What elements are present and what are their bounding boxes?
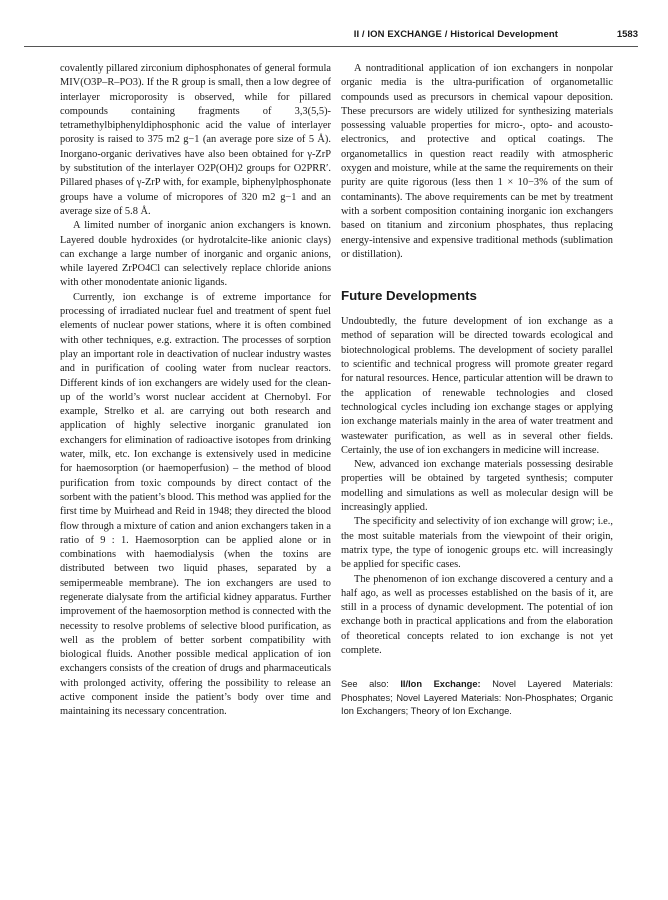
paragraph: New, advanced ion exchange materials possessing desirable properties will be obtained by targeted synthesis; computer modelling and simulations as well as molecular design will be increasingly applied. [341, 459, 613, 514]
paragraph: Undoubtedly, the future development of ion exchange as a method of separation will be directed towards ecological and biotechnological problems. The development of society parallel to scientific and technical progress will promote greater regard for natural resources. Hence, particular attention will be drawn to the application of renewable technologies and closed technological cycles including ion exchange stages or applying ion exchange materials mainly in the area of water treatment and wastewater purification, as well as in several other fields. Certainly, the use of ion exchangers in medicine will increase. [341, 316, 613, 456]
page-number: 1583 [616, 29, 638, 40]
paragraph: The phenomenon of ion exchange discovered a century and a half ago, as well as processes established on the basis of it, are still in a process of dynamic development. The potential of ion exchange both in practical applications and from the elaboration of theoretical concepts related to ion exchange is not yet complete. [341, 573, 613, 656]
paragraph: A limited number of inorganic anion exchangers is known. Layered double hydroxides (or hydrotalcite-like anionic clays) can exchange a large number of inorganic and organic anions, while layered ZrPO4Cl can selectively replace chloride anions with other monodentate anionic ligands. [60, 220, 331, 289]
paragraph: covalently pillared zirconium diphosphonates of general formula MIV(O3P–R–PO3). If the R group is small, then a low degree of interlayer microporosity is observed, while for pillared compounds containing fragments of 3,3(5,5)-tetramethylbiphenyldiphosphonic acid the value of interlayer porosity is raised to 375 m2 g−1 (an average pore size of 5 Å). Inorgano-organic derivatives have also been obtained for γ-ZrP by substitution of the interlayer O2P(OH)2 groups for O2PRR′. Pillared phases of γ-ZrP with, for example, biphenylphosphonate groups have a volume of micropores of 320 m2 g−1 and an average size of 5.8 Å. [60, 63, 331, 217]
see-also-prefix: See also: [341, 679, 389, 690]
see-also [341, 678, 613, 719]
section-heading: Future Developments [341, 288, 477, 304]
see-also-link[interactable]: II/Ion Exchange: [400, 679, 481, 690]
paragraph: Currently, ion exchange is of extreme importance for processing of irradiated nuclear fuel and treatment of spent fuel elements of nuclear power stations, where it is often combined with other techniques, e.g. extraction. The processes of sorption play an important role in deactivation of nuclear industry wastes and in purification of cooling water from nuclear reactors. Different kinds of ion exchangers are widely used for the clean-up of the world’s worst nuclear accident at Chernobyl. For example, Strelko et al. are carrying out both research and application of highly selective inorganic granulated ion exchangers for elimination of radioactive isotopes from drinking water, milk, etc. Ion exchange is extensively used in medicine for haemosorption (or haemoperfusion) – the method of blood purification from toxic compounds by direct contact of the sorbent with the patient’s blood. This method was applied for the first time by Muirhead and Reid in 1948; they directed the blood flow through a mixture of cation and anion exchangers taken in a ratio of 9 : 1. Haemosorption can be applied alone or in combinations with haemodialysis (when the toxins are distributed between two liquid phases, separated by a semipermeable membrane). The ion exchangers are used to regenerate dialysate from the artificial kidney apparatus. Further improvement of the haemosorption method is connected with the necessity to resolve problems of selective blood purification, as well as the problem of better sorbent compatibility with biological fluids. Another possible medical application of ion exchangers consists of the creation of drugs and pharmaceuticals with prolonged activity, offering the possibility to release an active component inside the patient’s body over time and maintaining its necessary concentration. [60, 291, 331, 718]
running-header [24, 28, 638, 48]
right-column [341, 62, 613, 719]
header-rule [24, 46, 638, 47]
paragraph: The specificity and selectivity of ion exchange will grow; i.e., the most suitable materials from the viewpoint of their origin, matrix type, the type of ionogenic groups etc. will increasingly be applied for specific cases. [341, 516, 613, 571]
section-title: II / ION EXCHANGE / Historical Development [353, 29, 558, 40]
see-also-refs[interactable]: Novel Layered Materials: Phosphates; Novel Layered Materials: Non-Phosphates; Organic Ion Exchangers; Theory of Ion Exchange. [341, 679, 613, 717]
paragraph: A nontraditional application of ion exchangers in nonpolar organic media is the ultra-purification of organometallic compounds used as precursors in chemical vapour deposition. These precursors are widely utilized for synthesizing materials possessing valuable properties for micro-, opto- and acousto-electronics, and protective and optical coatings. The organometallics in question react readily with atmospheric oxygen and moisture, while at the same the requirements on their purity are quite rigorous (less then 1 × 10−3% of the sum of contaminants). The above requirements can be met by treatment with a sorbent composition containing inorganic ion exchangers based on titanium and zirconium phosphates, thus replacing energy-intensive and expensive traditional methods (sublimation or distillation). [341, 63, 613, 260]
left-column [60, 62, 331, 720]
